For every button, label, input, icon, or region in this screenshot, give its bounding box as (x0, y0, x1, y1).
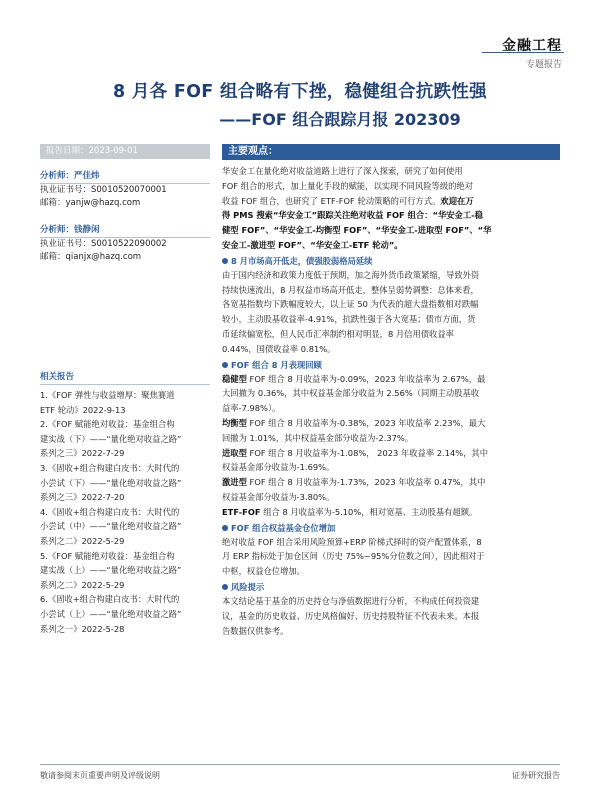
portfolio-text: FOF 组合 8 月收益率为-0.09%，2023 年收益率为 2.67%，最 (246, 373, 486, 384)
section-line: 本文结论基于基金的历史持仓与净值数据进行分析，不构成任何投资建 (222, 595, 480, 606)
related-report-line: 系列之二》2022-5-29 (40, 579, 125, 590)
intro-line (222, 223, 560, 238)
section-title: FOF 组合权益基金仓位增加 (231, 522, 336, 533)
analyst-license: 执业证书号：S0010522090002 (40, 239, 167, 249)
section-line: 由于国内经济和政策力度低于预期，加之海外货币政策紧缩，导致外资 (222, 269, 480, 280)
section-line: 0.44%，国债收益率 0.81%。 (222, 343, 336, 354)
section-heading (222, 581, 560, 594)
analyst-name: 分析师：钱静闲 (40, 223, 210, 238)
report-type-label: 专题报告 (525, 60, 562, 70)
footer-divider (40, 764, 560, 765)
portfolio-text: FOF 组合 8 月收益率为-1.08%， 2023 年收益率 2.14%，其中 (246, 447, 488, 458)
related-report-line: 小尝试（中）——“量化绝对收益之路” (40, 521, 182, 532)
related-report-line: 建实战（上）——“量化绝对收益之路” (40, 565, 182, 576)
section-heading (222, 359, 560, 372)
related-report-line: 2.《FOF 赋能绝对收益：基金组合构 (40, 419, 175, 430)
section-heading (222, 522, 560, 535)
header-divider (482, 52, 564, 53)
related-report-line: ETF 轮动》2022-9-13 (40, 404, 126, 415)
related-report-line: 1.《FOF 弹性与收益增厚：聚焦赛道 (40, 390, 175, 400)
related-report-line: 6.《固收+组合构建白皮书：大时代的 (40, 594, 180, 605)
bullet-icon (222, 362, 228, 368)
related-report-line: 5.《FOF 赋能绝对收益：基金组合构 (40, 550, 175, 561)
portfolio-line (222, 460, 560, 475)
portfolio-label: 均衡型 (222, 417, 247, 428)
intro-text-bold: 欢迎在万 (440, 195, 474, 206)
related-report-line: 3.《固收+组合构建白皮书：大时代的 (40, 462, 180, 473)
portfolio-label: 进取型 (222, 447, 247, 458)
section-line: 各宽基指数均下跌幅度较大，以上证 50 为代表的超大盘指数相对跌幅 (222, 299, 479, 310)
related-reports (40, 370, 210, 636)
portfolio-line (222, 431, 560, 446)
analyst-email: 邮箱：yanjw@hazq.com (40, 198, 141, 208)
section-line: 币延续偏宽松，但人民币汇率制约相对明显，8 月信用债收益率 (222, 328, 454, 339)
brand-label: 金融工程 (502, 38, 562, 54)
portfolio-line (222, 505, 560, 520)
portfolio-text: 权益基金部分收益为-1.69%。 (222, 462, 335, 473)
portfolio-text: 组合 8 月收益率为-5.10%，相对宽基、主动股基有超额。 (260, 506, 478, 517)
section-line: 告数据仅供参考。 (222, 625, 289, 636)
related-reports-heading: 相关报告 (40, 370, 210, 385)
intro-text: 健型 FOF”、“华安金工-均衡型 FOF”、“华安金工-进取型 FOF”、“华 (222, 225, 492, 236)
related-report-line: 小尝试（上）——“量化绝对收益之路” (40, 608, 182, 619)
section-line: 议，基金的历史收益、历史风格偏好、历史持股特征不代表未来。本报 (222, 610, 480, 621)
portfolio-label: 稳健型 (222, 373, 247, 384)
section-line: 持续快速流出，8 月权益市场高开低走，整体呈弱势调整：总体来看， (222, 284, 479, 295)
intro-text: 收益 FOF 组合，也研究了 ETF-FOF 轮动策略的可行方式。 (222, 195, 441, 206)
section-line: 月 ERP 指标处于加仓区间（历史 75%~95%分位数之间），因此相对于 (222, 551, 485, 562)
bullet-icon (222, 258, 228, 264)
portfolio-line (222, 446, 560, 461)
section-heading (222, 255, 560, 268)
left-column (40, 144, 210, 264)
section-body (222, 535, 560, 579)
analyst-license: 执业证书号：S0010520070001 (40, 185, 167, 195)
intro-line (222, 238, 560, 253)
portfolio-line (222, 372, 560, 387)
analyst-email: 邮箱：qianjx@hazq.com (40, 252, 142, 262)
intro-text: 安金工-激进型 FOF”、“华安金工-ETF 轮动”。 (222, 239, 403, 250)
intro-line (222, 208, 560, 223)
portfolio-line (222, 401, 560, 416)
related-report-line: 系列之一》2022-5-28 (40, 623, 125, 634)
related-report-line: 4.《固收+组合构建白皮书：大时代的 (40, 506, 180, 517)
footer-report-label: 证券研究报告 (512, 771, 560, 780)
section-title: 风险提示 (231, 581, 265, 592)
report-date: 报告日期：2023-09-01 (40, 144, 210, 159)
portfolio-line (222, 475, 560, 490)
portfolio-text: 回撤为 1.01%，其中权益基金部分收益为-2.37%。 (222, 432, 414, 443)
analyst-block (40, 169, 210, 210)
portfolio-text: 大回撤为 0.36%，其中权益基金部分收益为 2.56%（同期主动股基收 (222, 388, 480, 399)
portfolio-text: FOF 组合 8 月收益率为-1.73%，2023 年收益率 0.47%，其中 (246, 477, 486, 488)
bullet-icon (222, 525, 228, 531)
section-title: 8 月市场高开低走，债强股弱格局延续 (231, 255, 373, 266)
portfolio-line (222, 490, 560, 505)
portfolio-text: FOF 组合 8 月收益率为-0.38%，2023 年收益率 2.23%，最大 (246, 417, 486, 428)
portfolio-line (222, 416, 560, 431)
section-body (222, 268, 560, 357)
key-points-body (222, 164, 560, 638)
portfolio-line (222, 386, 560, 401)
related-report-line: 建实战（下）——“量化绝对收益之路” (40, 433, 182, 444)
section-line: 绝对收益 FOF 组合采用风险预算+ERP 阶梯式择时的资产配置体系，8 (222, 536, 482, 547)
intro-line (222, 179, 560, 194)
intro-line (222, 194, 560, 209)
portfolio-label: 激进型 (222, 477, 247, 488)
report-subtitle: ——FOF 组合跟踪月报 202309 (219, 110, 461, 129)
portfolio-text: 权益基金部分收益为-3.80%。 (222, 491, 335, 502)
intro-text: 华安金工在量化绝对收益道路上进行了深入探索，研究了如何使用 (222, 166, 463, 176)
intro-paragraph (222, 164, 560, 253)
footer-disclaimer: 敬请参阅末页重要声明及评级说明 (40, 771, 160, 780)
analyst-name: 分析师：严佳炜 (40, 169, 210, 184)
report-title: 8 月各 FOF 组合略有下挫，稳健组合抗跌性强 (113, 82, 487, 102)
related-reports-list (40, 388, 210, 636)
key-points-column (222, 144, 560, 638)
section-line: 中枢，权益仓位增加。 (222, 566, 305, 577)
intro-text: 得 PMS 搜索“华安金工”跟踪关注绝对收益 FOF 组合：“华安金工-稳 (222, 210, 483, 221)
related-report-line: 系列之二》2022-5-29 (40, 535, 125, 546)
analyst-block (40, 223, 210, 264)
section-title: FOF 组合 8 月表现回顾 (231, 359, 322, 370)
related-report-line: 系列之三》2022-7-20 (40, 492, 125, 503)
portfolio-text: 益率-7.98%）。 (222, 403, 281, 414)
key-points-heading: 主要观点： (222, 144, 560, 160)
portfolio-label: ETF-FOF (222, 506, 261, 517)
section-line: 较小，主动股基收益率-4.91%，抗跌性强于各大宽基；债市方面，货 (222, 314, 476, 325)
intro-text: FOF 组合的形式，加上量化手段的赋能，以实现不同风险等级的绝对 (222, 180, 474, 191)
intro-line (222, 164, 560, 179)
section-body (222, 372, 560, 520)
bullet-icon (222, 584, 228, 590)
related-report-line: 小尝试（下）——“量化绝对收益之路” (40, 477, 182, 488)
related-report-line: 系列之三》2022-7-29 (40, 448, 125, 459)
section-body (222, 594, 560, 638)
